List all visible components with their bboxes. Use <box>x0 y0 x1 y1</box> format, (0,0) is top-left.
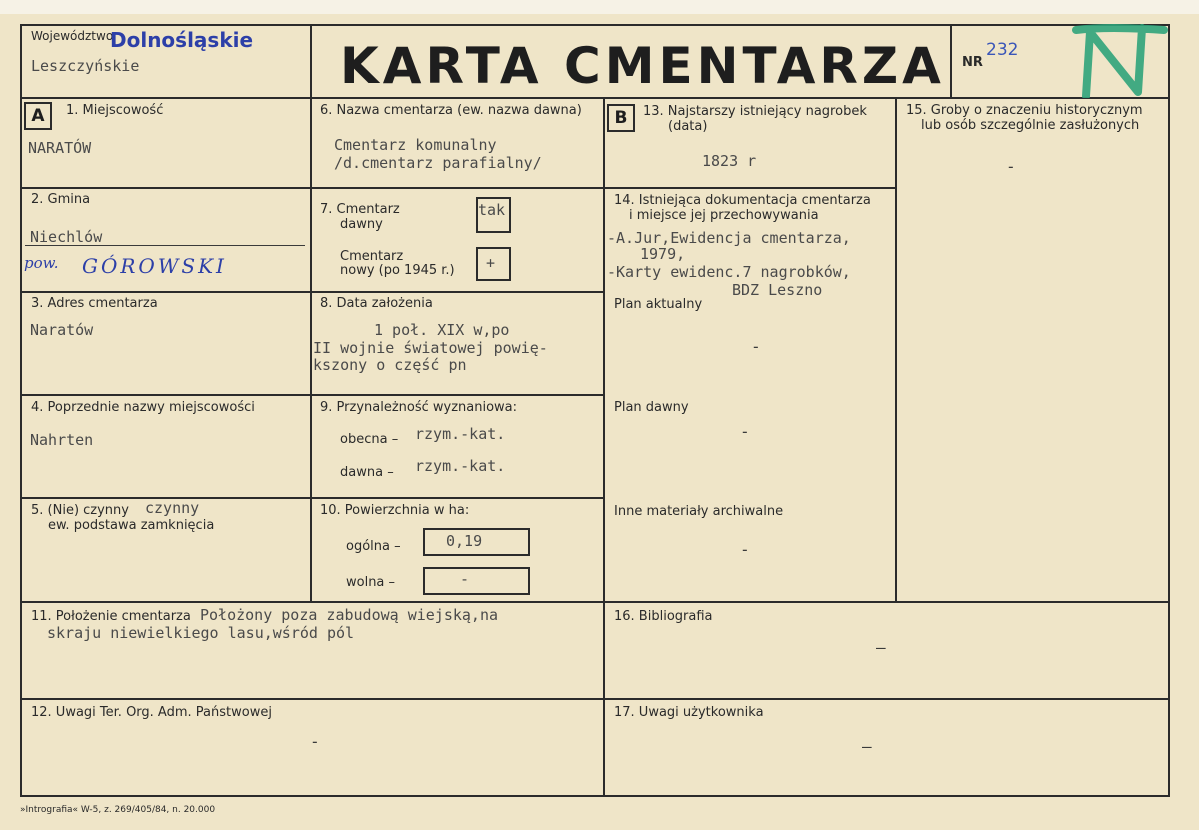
section-b-box: B <box>607 104 635 132</box>
row-divider-2 <box>20 291 605 293</box>
row-divider-5 <box>20 601 1170 603</box>
page-title: KARTA CMENTARZA <box>340 37 945 95</box>
field-16-label: 16. Bibliografia <box>614 609 713 624</box>
field-14-label-line2: i miejsce jej przechowywania <box>629 208 819 223</box>
row-divider-4 <box>20 497 605 499</box>
field-11-value-line2: skraju niewielkiego lasu,wśród pól <box>47 624 355 642</box>
field-14-value-line3: -Karty ewidenc.7 nagrobków, <box>607 263 851 281</box>
row-divider-1 <box>20 187 605 189</box>
field-8-label: 8. Data założenia <box>320 296 433 311</box>
col-divider-3 <box>895 97 897 602</box>
field-8-value-line1: 1 poł. XIX w,po <box>374 321 510 339</box>
field-14-label-line1: 14. Istniejąca dokumentacja cmentarza <box>614 193 871 208</box>
field-10-wolna-value: - <box>460 570 470 588</box>
field-7-nowy-line2: nowy (po 1945 r.) <box>340 263 455 278</box>
field-10-ogolna-label: ogólna – <box>346 539 401 554</box>
wojewodztwo-label: Województwo <box>31 29 114 43</box>
col-divider-2 <box>603 97 605 797</box>
field-5-label-line1: 5. (Nie) czynny <box>31 503 129 518</box>
field-7-dawny-line1: 7. Cmentarz <box>320 202 400 217</box>
field-10-ogolna-value: 0,19 <box>446 532 483 550</box>
field-9-dawna-value: rzym.-kat. <box>415 457 506 475</box>
field-5-value: czynny <box>145 499 200 517</box>
green-category-mark <box>1068 24 1168 98</box>
field-8-value-line3: kszony o część pn <box>313 356 467 374</box>
field-3-value: Naratów <box>30 321 94 339</box>
header-right-divider <box>950 24 952 97</box>
field-16-value: – <box>876 638 886 657</box>
field-13-label-line2: (data) <box>668 119 708 134</box>
section-a-box: A <box>24 102 52 130</box>
field-5-label-line2: ew. podstawa zamknięcia <box>48 518 215 533</box>
field-7-nowy-value: + <box>486 254 496 272</box>
field-9-obecna-label: obecna – <box>340 432 399 447</box>
field-12-label: 12. Uwagi Ter. Org. Adm. Państwowej <box>31 705 272 720</box>
field-11-label: 11. Położenie cmentarza <box>31 609 191 624</box>
field-2-hand-value: GÓROWSKI <box>82 254 227 278</box>
field-11-value-line1: Położony poza zabudową wiejską,na <box>200 606 499 624</box>
header-divider <box>20 97 1170 99</box>
nr-value: 232 <box>986 40 1019 60</box>
field-13-label-line1: 13. Najstarszy istniejący nagrobek <box>643 104 867 119</box>
inne-materialy-value: - <box>740 540 750 559</box>
field-10-label: 10. Powierzchnia w ha: <box>320 503 470 518</box>
plan-aktualny-value: - <box>751 337 761 356</box>
field-4-label: 4. Poprzednie nazwy miejscowości <box>31 400 255 415</box>
field-14-value-line2: 1979, <box>640 245 686 263</box>
plan-aktualny-label: Plan aktualny <box>614 297 703 312</box>
field-9-label: 9. Przynależność wyznaniowa: <box>320 400 518 415</box>
field-8-value-line2: II wojnie światowej powię- <box>313 339 548 357</box>
field-10-wolna-label: wolna – <box>346 575 396 590</box>
plan-dawny-label: Plan dawny <box>614 400 689 415</box>
field-6-label: 6. Nazwa cmentarza (ew. nazwa dawna) <box>320 103 582 118</box>
col-divider-1 <box>310 97 312 602</box>
field-13-value: 1823 r <box>702 152 757 170</box>
b-row-divider-1 <box>603 187 897 189</box>
plan-dawny-value: - <box>740 422 750 441</box>
field-3-label: 3. Adres cmentarza <box>31 296 158 311</box>
header-left-divider <box>310 24 312 97</box>
field-7-dawny-value: tak <box>478 201 506 219</box>
field-6-value-line1: Cmentarz komunalny <box>334 136 497 154</box>
field-7-nowy-line1: Cmentarz <box>340 249 404 264</box>
nr-label: NR <box>962 55 983 70</box>
field-14-value-line1: -A.Jur,Ewidencja cmentarza, <box>607 229 851 247</box>
row-divider-6 <box>20 698 1170 700</box>
row-divider-3 <box>20 394 605 396</box>
field-17-value: – <box>862 737 872 756</box>
field-2-label: 2. Gmina <box>31 192 91 207</box>
field-15-label-line2: lub osób szczególnie zasłużonych <box>921 118 1140 133</box>
typed-region: Leszczyńskie <box>31 57 140 75</box>
field-2-hand-prefix: pow. <box>24 254 59 272</box>
field-12-value: - <box>310 732 320 751</box>
field-6-value-line2: /d.cmentarz parafialny/ <box>334 154 542 172</box>
field-9-dawna-label: dawna – <box>340 465 394 480</box>
inne-materialy-label: Inne materiały archiwalne <box>614 504 784 519</box>
field-1-value: NARATÓW <box>28 139 92 157</box>
field-17-label: 17. Uwagi użytkownika <box>614 705 764 720</box>
field-2-value: Niechlów <box>30 228 103 246</box>
field-14-value-line4: BDZ Leszno <box>732 281 823 299</box>
field-1-label: 1. Miejscowość <box>66 103 164 118</box>
field-15-value: - <box>1006 157 1016 176</box>
region-stamp: Dolnośląskie <box>110 28 254 52</box>
paper-top-edge <box>0 0 1199 14</box>
field-15-label-line1: 15. Groby o znaczeniu historycznym <box>906 103 1143 118</box>
printer-imprint: »Intrografia« W-5, z. 269/405/84, n. 20.000 <box>20 805 216 815</box>
field-10-wolna-box <box>423 567 530 595</box>
field-9-obecna-value: rzym.-kat. <box>415 425 506 443</box>
field-4-value: Nahrten <box>30 431 94 449</box>
field-7-dawny-line2: dawny <box>340 217 383 232</box>
